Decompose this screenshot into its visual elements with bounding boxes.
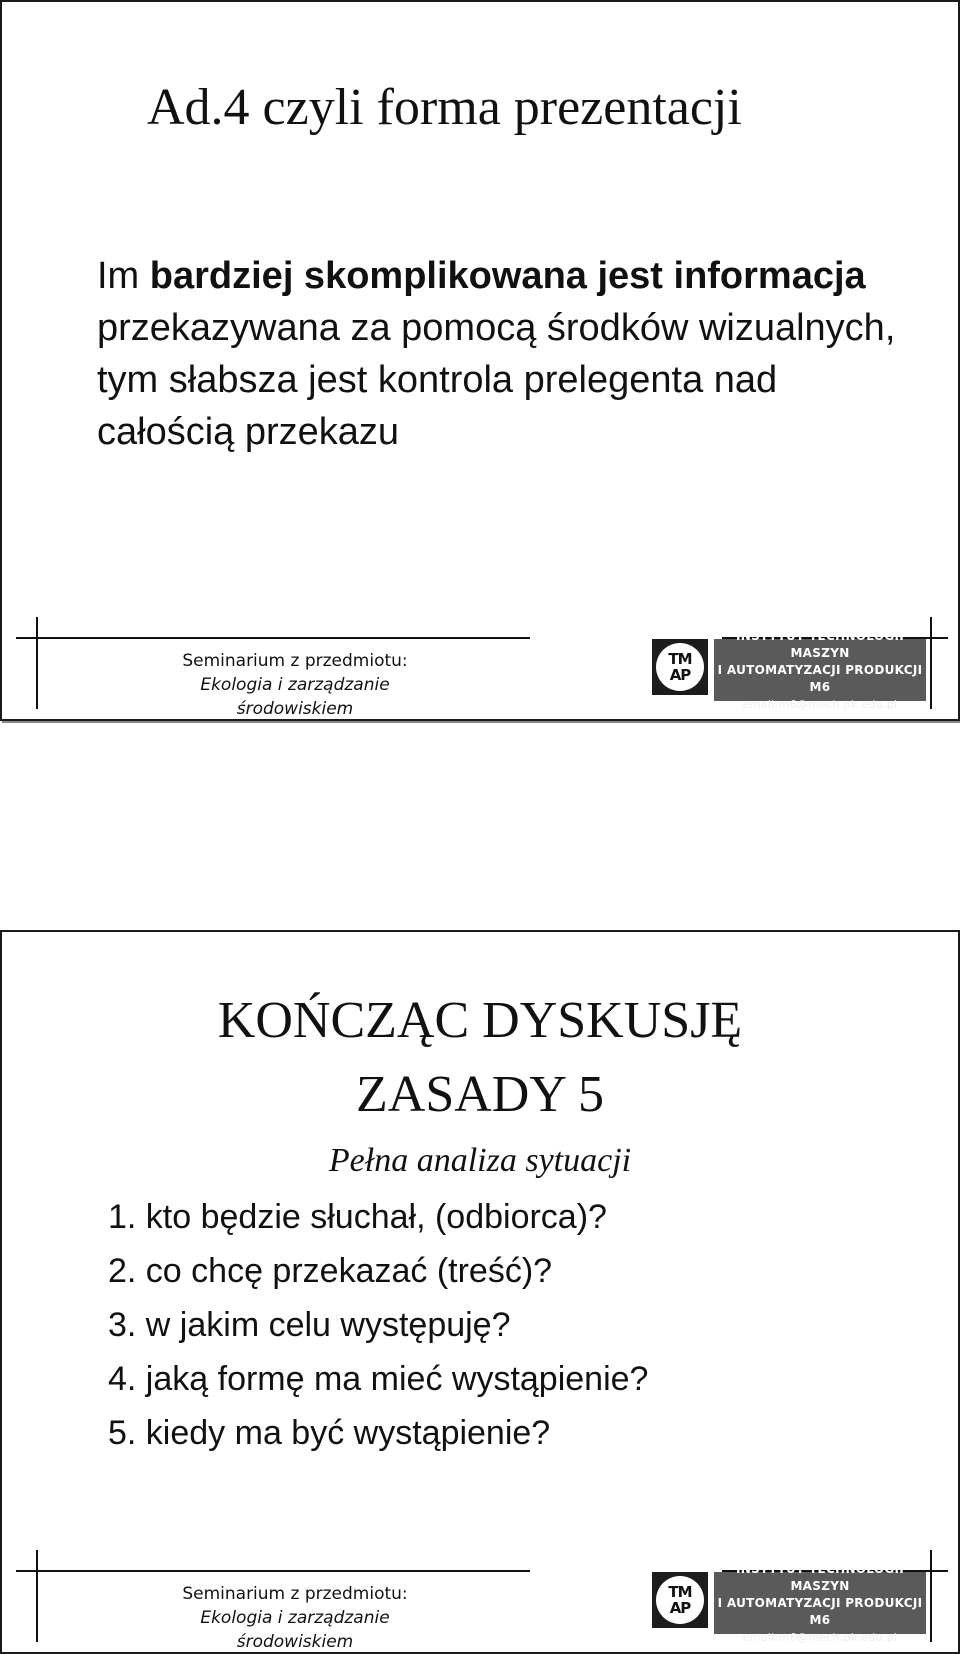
course-info — [140, 1582, 450, 1654]
logo-line-1: TM — [668, 650, 692, 668]
course-info — [140, 649, 450, 721]
slide-body-text — [97, 250, 907, 458]
tmap-logo — [652, 1572, 708, 1628]
course-name: Ekologia i zarządzanie środowiskiem — [200, 1608, 390, 1652]
institute-line-2: I AUTOMATYZACJI PRODUKCJI M6 — [717, 662, 923, 694]
list-item: 3. w jakim celu występuję? — [108, 1306, 511, 1344]
institute-line-1: INSTYTUT TECHNOLOGII MASZYN — [736, 628, 904, 660]
institute-banner — [714, 628, 926, 711]
footer-rule — [16, 637, 530, 639]
course-name: Ekologia i zarządzanie środowiskiem — [200, 675, 390, 719]
footer-rule — [16, 1570, 530, 1572]
slide-2 — [0, 930, 960, 1654]
list-item: 2. co chcę przekazać (treść)? — [108, 1252, 553, 1290]
logo-line-2: AP — [669, 666, 691, 684]
tmap-logo — [652, 639, 708, 695]
title-line-1: KOŃCZĄC DYSKUSJĘ — [217, 992, 743, 1049]
crop-mark — [36, 617, 38, 709]
principles-list — [108, 1190, 648, 1460]
crop-mark — [36, 1550, 38, 1642]
slide-title: Ad.4 czyli forma prezentacji — [147, 79, 742, 136]
institute-email: email:m6@mech.pk.edu.pl — [742, 1630, 898, 1644]
body-bold: bardziej skomplikowana jest informacja — [149, 255, 866, 297]
course-label: Seminarium z przedmiotu: — [182, 1584, 408, 1604]
institute-banner — [714, 1561, 926, 1644]
logo-line-1: TM — [668, 1583, 692, 1601]
course-label: Seminarium z przedmiotu: — [182, 651, 408, 671]
slide-footer — [2, 609, 958, 719]
body-lead: Im — [97, 255, 150, 297]
list-item: 4. jaką formę ma mieć wystąpienie? — [108, 1360, 649, 1398]
crop-mark-right — [930, 1550, 932, 1642]
slide-footer — [2, 1542, 958, 1652]
institute-line-2: I AUTOMATYZACJI PRODUKCJI M6 — [717, 1595, 923, 1627]
body-rest: przekazywana za pomocą środków wizualnych, tym słabsza jest kontrola prelegenta nad całością przekazu — [97, 307, 896, 453]
slide-subtitle: Pełna analiza sytuacji — [328, 1142, 632, 1179]
logo-line-2: AP — [669, 1599, 691, 1617]
slide-1 — [0, 0, 960, 721]
institute-email: email:m6@mech.pk.edu.pl — [742, 697, 898, 711]
title-line-2: ZASADY 5 — [356, 1066, 604, 1123]
crop-mark-right — [930, 617, 932, 709]
slide-title — [2, 984, 958, 1132]
list-item: 1. kto będzie słuchał, (odbiorca)? — [108, 1198, 607, 1236]
institute-line-1: INSTYTUT TECHNOLOGII MASZYN — [736, 1561, 904, 1593]
list-item: 5. kiedy ma być wystąpienie? — [108, 1414, 551, 1452]
